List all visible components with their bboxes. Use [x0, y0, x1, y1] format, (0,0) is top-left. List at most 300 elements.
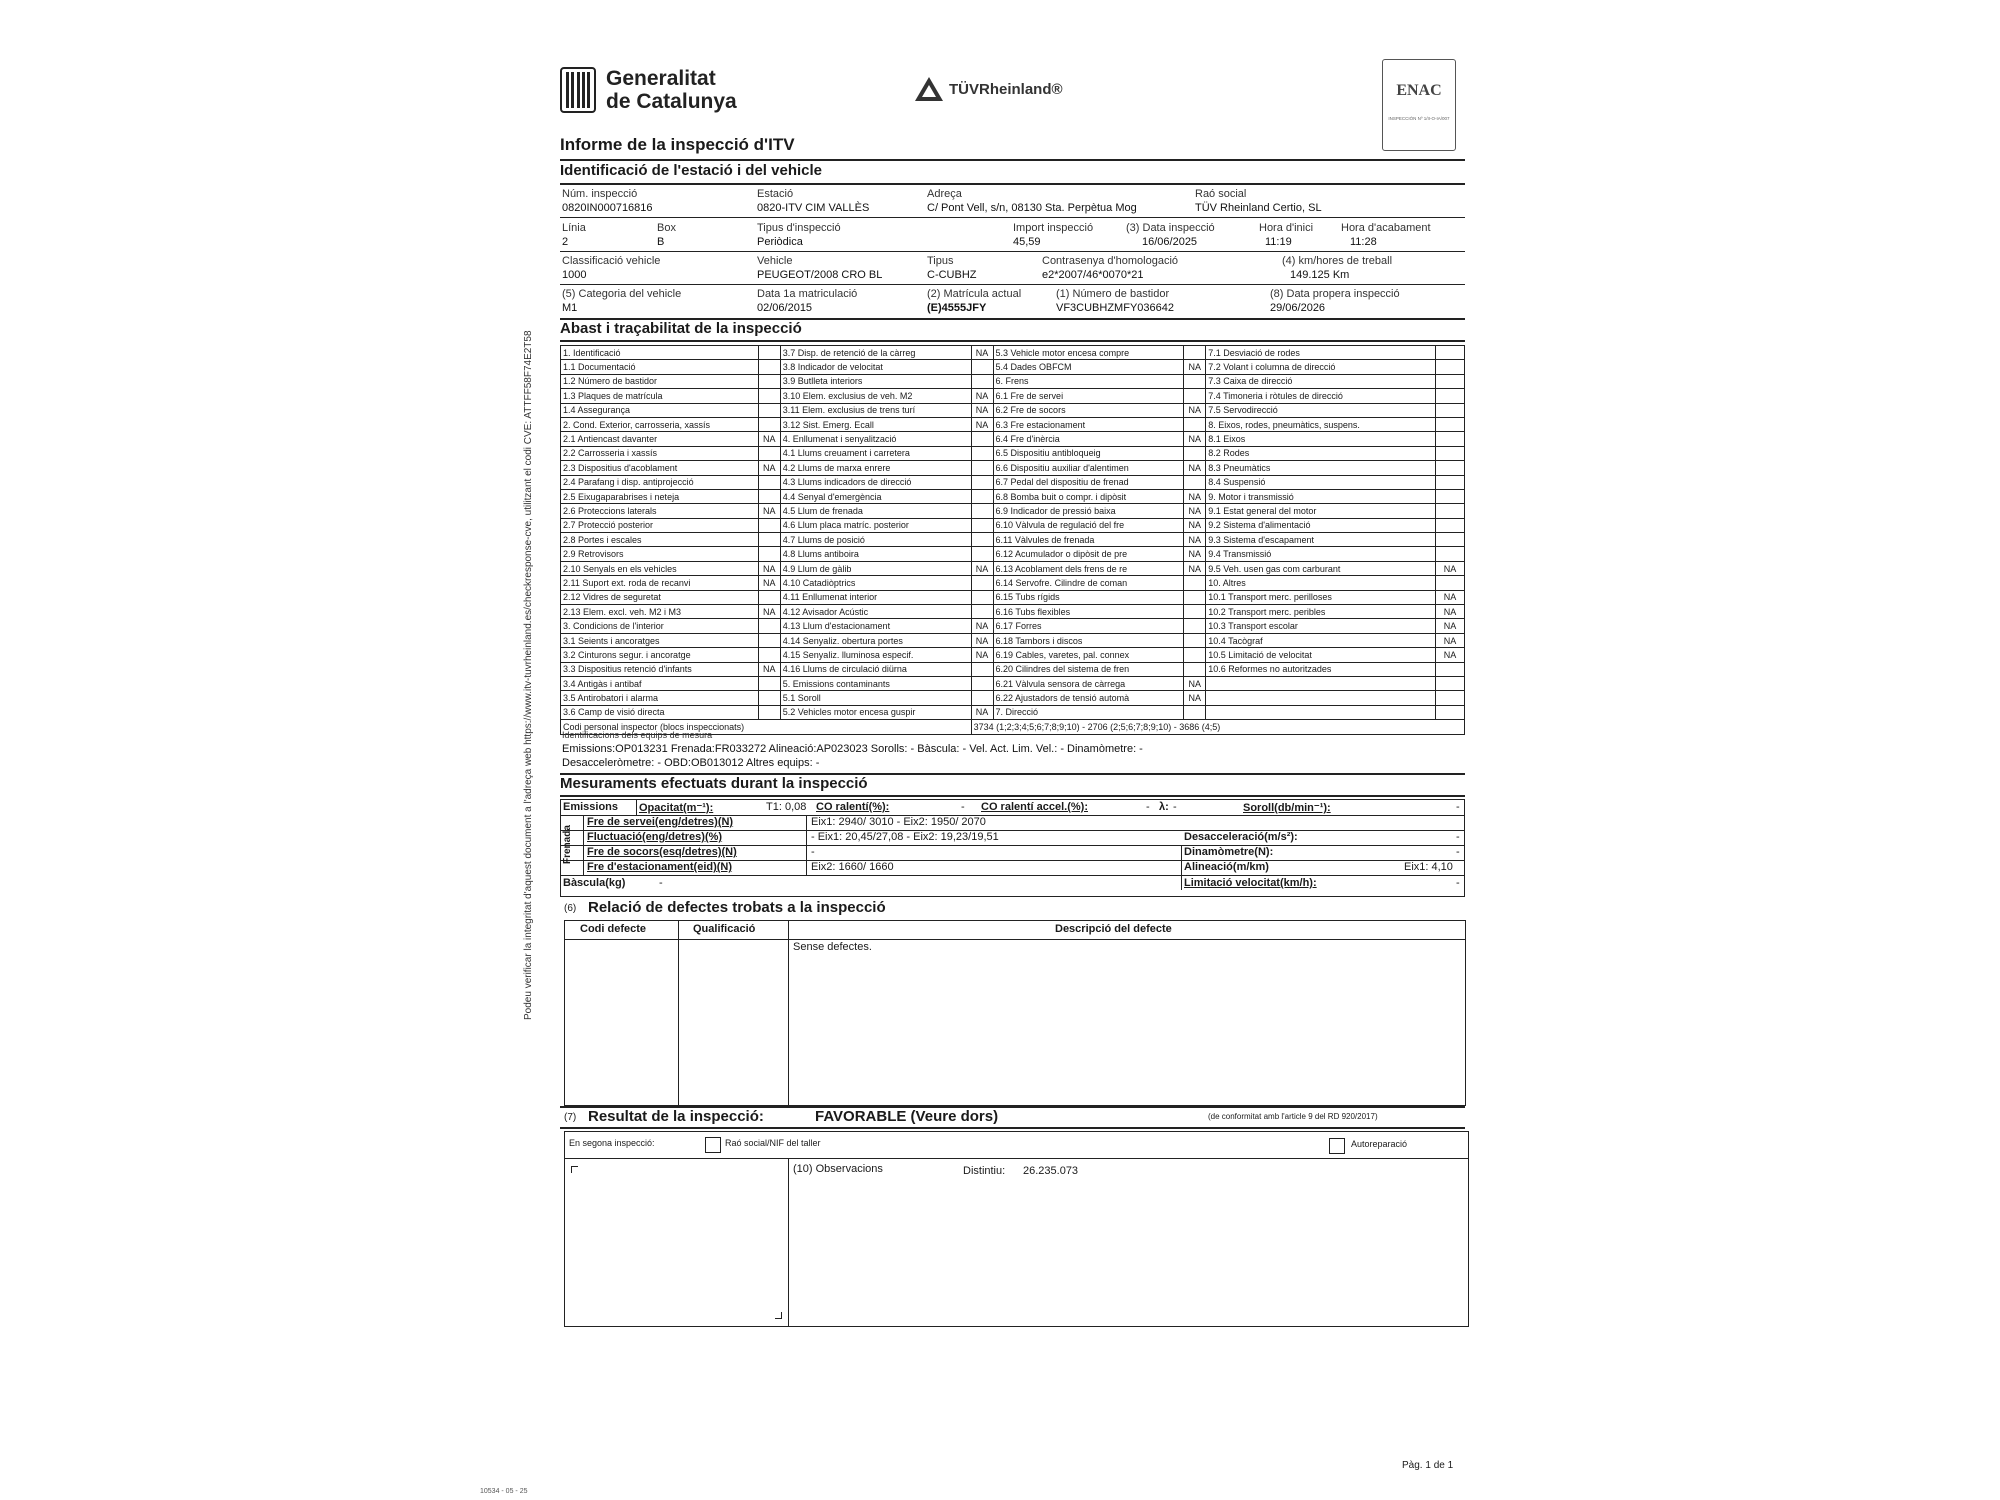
abast-row	[561, 417, 1465, 431]
rao-social-taller-label: Raó social/NIF del taller	[725, 1138, 821, 1148]
mesuraments-section-title: Mesuraments efectuats durant la inspecció	[560, 775, 868, 792]
abast-row	[561, 518, 1465, 532]
abast-row	[561, 676, 1465, 690]
abast-item: 10.3 Transport escolar	[1206, 619, 1436, 633]
box-value: B	[657, 236, 665, 248]
abast-item: 3.3 Dispositius retenció d'infants	[561, 662, 759, 676]
abast-item: 7.2 Volant i columna de direcció	[1206, 360, 1436, 374]
abast-status	[1435, 417, 1464, 431]
abast-item: 4.12 Avisador Acústic	[780, 605, 971, 619]
distintiu-value: 26.235.073	[1023, 1165, 1079, 1177]
abast-status	[758, 648, 780, 662]
abast-row	[561, 475, 1465, 489]
abast-status	[1184, 374, 1206, 388]
abast-status	[1184, 475, 1206, 489]
abast-status	[971, 489, 993, 503]
abast-row	[561, 403, 1465, 417]
abast-item: 6.21 Vàlvula sensora de càrrega	[993, 676, 1184, 690]
abast-status: NA	[971, 346, 993, 360]
defectes-section-title: Relació de defectes trobats a la inspecció	[588, 899, 886, 916]
abast-status: NA	[758, 576, 780, 590]
abast-item: 9. Motor i transmissió	[1206, 489, 1436, 503]
abast-status	[1435, 518, 1464, 532]
abast-status	[758, 417, 780, 431]
abast-item: 4.2 Llums de marxa enrere	[780, 461, 971, 475]
desacceleracio-label: Desacceleració(m/s²):	[1184, 831, 1298, 843]
abast-item: 6.4 Fre d'inèrcia	[993, 432, 1184, 446]
abast-status	[1435, 432, 1464, 446]
abast-status: NA	[1435, 619, 1464, 633]
abast-item: 1. Identificació	[561, 346, 759, 360]
abast-row	[561, 705, 1465, 719]
abast-status	[1184, 648, 1206, 662]
abast-item: 2.2 Carrosseria i xassís	[561, 446, 759, 460]
abast-item: 6.16 Tubs flexibles	[993, 605, 1184, 619]
abast-item: 10.1 Transport merc. perilloses	[1206, 590, 1436, 604]
abast-item: 3.9 Butlleta interiors	[780, 374, 971, 388]
fre-servei-value: Eix1: 2940/ 3010 - Eix2: 1950/ 2070	[811, 816, 986, 828]
categoria-label: (5) Categoria del vehicle	[562, 288, 682, 300]
abast-status	[1435, 489, 1464, 503]
inspector-label: Codi personal inspector (blocs inspeccionats)	[561, 720, 972, 734]
hora-inici-label: Hora d'inici	[1259, 222, 1314, 234]
abast-status	[1435, 360, 1464, 374]
abast-item: 10.4 Tacògraf	[1206, 633, 1436, 647]
segona-inspeccio-box	[564, 1131, 1469, 1327]
limitacio-label: Limitació velocitat(km/h):	[1184, 877, 1317, 889]
abast-item: 3.2 Cinturons segur. i ancoratge	[561, 648, 759, 662]
abast-status: NA	[1184, 547, 1206, 561]
km-value: 149.125 Km	[1290, 269, 1350, 281]
abast-item: 6.18 Tambors i discos	[993, 633, 1184, 647]
abast-item	[1206, 676, 1436, 690]
abast-row	[561, 691, 1465, 705]
matricula-value: (E)4555JFY	[927, 302, 987, 314]
abast-item: 1.1 Documentació	[561, 360, 759, 374]
abast-status	[1184, 662, 1206, 676]
ident-section-title: Identificació de l'estació i del vehicle	[560, 162, 822, 179]
abast-status	[971, 475, 993, 489]
document-title: Informe de la inspecció d'ITV	[560, 135, 795, 154]
bascula-value: -	[659, 877, 663, 889]
matricula-label: (2) Matrícula actual	[927, 288, 1022, 300]
vehicle-value: PEUGEOT/2008 CRO BL	[757, 269, 883, 281]
abast-status: NA	[971, 648, 993, 662]
abast-status: NA	[1184, 691, 1206, 705]
abast-item: 6.1 Fre de servei	[993, 389, 1184, 403]
abast-item: 1.2 Número de bastidor	[561, 374, 759, 388]
linia-label: Línia	[562, 222, 586, 234]
abast-item: 6.8 Bomba buit o compr. i dipòsit	[993, 489, 1184, 503]
contrasenya-value: e2*2007/46*0070*21	[1042, 269, 1144, 281]
abast-item: 5.4 Dades OBFCM	[993, 360, 1184, 374]
limitacio-value: -	[1456, 877, 1460, 889]
abast-status	[971, 533, 993, 547]
abast-status	[1184, 346, 1206, 360]
abast-status	[971, 374, 993, 388]
hora-acabament-label: Hora d'acabament	[1341, 222, 1431, 234]
abast-status: NA	[758, 662, 780, 676]
abast-status	[1435, 389, 1464, 403]
dinamometre-value: -	[1456, 846, 1460, 858]
organization-name: Generalitat de Catalunya	[606, 67, 737, 113]
abast-status	[1435, 374, 1464, 388]
abast-status	[758, 475, 780, 489]
hora-inici-value: 11:19	[1265, 236, 1292, 248]
abast-item: 7.5 Servodirecció	[1206, 403, 1436, 417]
inspector-value: 3734 (1;2;3;4;5;6;7;8;9;10) - 2706 (2;5;6;7;8;9;10) - 3686 (4;5)	[971, 720, 1464, 734]
opacitat-value: T1: 0,08	[766, 801, 807, 813]
fluctuacio-label: Fluctuació(eng/detres)(%)	[587, 831, 723, 843]
abast-status	[971, 360, 993, 374]
mesuraments-box	[560, 799, 1465, 897]
resultat-label: Resultat de la inspecció:	[588, 1108, 764, 1125]
rao-social-label: Raó social	[1195, 188, 1247, 200]
abast-status: NA	[1184, 561, 1206, 575]
abast-item: 3.10 Elem. exclusius de veh. M2	[780, 389, 971, 403]
abast-status	[971, 432, 993, 446]
abast-item: 2.3 Dispositius d'acoblament	[561, 461, 759, 475]
abast-item: 10.6 Reformes no autoritzades	[1206, 662, 1436, 676]
observacions-label: (10) Observacions	[793, 1163, 883, 1175]
import-label: Import inspecció	[1013, 222, 1094, 234]
abast-item: 3.4 Antigàs i antibaf	[561, 676, 759, 690]
abast-item: 4.15 Senyaliz. lluminosa especif.	[780, 648, 971, 662]
resultat-section-num: (7)	[564, 1112, 577, 1123]
abast-item: 4.14 Senyaliz. obertura portes	[780, 633, 971, 647]
dinamometre-label: Dinamòmetre(N):	[1184, 846, 1274, 858]
abast-item: 2.4 Parafang i disp. antiprojecció	[561, 475, 759, 489]
abast-item: 8.4 Suspensió	[1206, 475, 1436, 489]
abast-status: NA	[971, 619, 993, 633]
abast-row	[561, 662, 1465, 676]
abast-item: 4.16 Llums de circulació diürna	[780, 662, 971, 676]
abast-item: 2.5 Eixugaparabrises i neteja	[561, 489, 759, 503]
col-qualificacio: Qualificació	[693, 923, 756, 935]
abast-item: 6.17 Forres	[993, 619, 1184, 633]
abast-item: 4.3 Llums indicadors de direcció	[780, 475, 971, 489]
abast-row	[561, 346, 1465, 360]
abast-row	[561, 547, 1465, 561]
adreca-label: Adreça	[927, 188, 962, 200]
abast-status	[1435, 504, 1464, 518]
abast-status: NA	[758, 561, 780, 575]
abast-item: 9.5 Veh. usen gas com carburant	[1206, 561, 1436, 575]
distintiu-label: Distintiu:	[963, 1165, 1006, 1177]
abast-item: 4.11 Enllumenat interior	[780, 590, 971, 604]
abast-status	[1184, 705, 1206, 719]
abast-item: 7. Direcció	[993, 705, 1184, 719]
abast-status	[1184, 590, 1206, 604]
abast-status	[971, 676, 993, 690]
abast-item: 3.11 Elem. exclusius de trens turí	[780, 403, 971, 417]
abast-status	[1435, 691, 1464, 705]
abast-status: NA	[1184, 360, 1206, 374]
abast-status	[1184, 619, 1206, 633]
abast-status: NA	[971, 561, 993, 575]
rao-social-value: TÜV Rheinland Certio, SL	[1195, 202, 1322, 214]
abast-status: NA	[1435, 590, 1464, 604]
abast-item	[1206, 705, 1436, 719]
abast-item: 8.3 Pneumàtics	[1206, 461, 1436, 475]
co-accel-value: -	[1146, 801, 1150, 813]
abast-item: 5. Emissions contaminants	[780, 676, 971, 690]
km-label: (4) km/hores de treball	[1282, 255, 1393, 267]
co-ralenti-value: -	[961, 801, 965, 813]
segona-inspeccio-label: En segona inspecció:	[569, 1138, 655, 1148]
abast-item: 10. Altres	[1206, 576, 1436, 590]
abast-status	[1435, 676, 1464, 690]
abast-status: NA	[1435, 633, 1464, 647]
abast-item: 6. Frens	[993, 374, 1184, 388]
abast-item: 4.7 Llums de posició	[780, 533, 971, 547]
fluctuacio-value: - Eix1: 20,45/27,08 - Eix2: 19,23/19,51	[811, 831, 999, 843]
abast-item: 9.1 Estat general del motor	[1206, 504, 1436, 518]
abast-status: NA	[971, 633, 993, 647]
abast-item: 6.10 Vàlvula de regulació del fre	[993, 518, 1184, 532]
abast-item: 4.10 Catadiòptrics	[780, 576, 971, 590]
abast-item: 6.19 Cables, varetes, pal. connex	[993, 648, 1184, 662]
co-accel-label: CO ralentí accel.(%):	[981, 801, 1088, 813]
abast-item: 3.12 Sist. Emerg. Ecall	[780, 417, 971, 431]
abast-status	[1184, 605, 1206, 619]
abast-status: NA	[971, 389, 993, 403]
abast-item: 3.7 Disp. de retenció de la càrreg	[780, 346, 971, 360]
abast-item: 4.8 Llums antiboira	[780, 547, 971, 561]
abast-item: 10.5 Limitació de velocitat	[1206, 648, 1436, 662]
abast-status	[758, 346, 780, 360]
abast-item: 5.2 Vehicles motor encesa guspir	[780, 705, 971, 719]
abast-status	[1435, 662, 1464, 676]
autoreparacio-checkbox[interactable]	[1329, 1138, 1345, 1154]
fre-estacionament-value: Eix2: 1660/ 1660	[811, 861, 894, 873]
abast-item: 5.1 Soroll	[780, 691, 971, 705]
num-inspeccio-value: 0820IN000716816	[562, 202, 653, 214]
data-inspeccio-value: 16/06/2025	[1142, 236, 1198, 248]
generalitat-logo-icon	[560, 67, 596, 113]
num-inspeccio-label: Núm. inspecció	[562, 188, 638, 200]
form-code: 10534 - 05 - 25	[480, 1488, 528, 1495]
soroll-value: -	[1456, 801, 1460, 813]
abast-status	[971, 576, 993, 590]
autoreparacio-label: Autoreparació	[1351, 1139, 1408, 1149]
abast-item: 6.11 Vàlvules de frenada	[993, 533, 1184, 547]
abast-status: NA	[1435, 648, 1464, 662]
abast-row	[561, 489, 1465, 503]
abast-status	[1435, 346, 1464, 360]
abast-item: 2.12 Vidres de seguretat	[561, 590, 759, 604]
abast-item: 4.1 Llums creuament i carretera	[780, 446, 971, 460]
abast-status: NA	[1184, 489, 1206, 503]
verification-note: Podeu verificar la integritat d'aquest document a l'adreça web https://www.itv-tuvrheinland.es/checkresponse-cve, utilitzant el codi CVE: ATTFF58F74E2T58	[523, 330, 534, 1020]
col-descripcio: Descripció del defecte	[1055, 923, 1172, 935]
abast-status: NA	[1184, 432, 1206, 446]
estacio-value: 0820-ITV CIM VALLÈS	[757, 202, 870, 214]
abast-section-title: Abast i traçabilitat de la inspecció	[560, 320, 802, 337]
lambda-label: λ:	[1159, 801, 1169, 813]
abast-item: 6.22 Ajustadors de tensió automà	[993, 691, 1184, 705]
rao-social-taller-checkbox[interactable]	[705, 1137, 721, 1153]
abast-status: NA	[1184, 676, 1206, 690]
abast-status: NA	[758, 605, 780, 619]
abast-row	[561, 633, 1465, 647]
abast-status: NA	[971, 705, 993, 719]
abast-status	[971, 662, 993, 676]
abast-item: 9.3 Sistema d'escapament	[1206, 533, 1436, 547]
abast-status: NA	[1184, 461, 1206, 475]
abast-item: 8.2 Rodes	[1206, 446, 1436, 460]
abast-status	[758, 389, 780, 403]
fre-socors-value: -	[811, 846, 815, 858]
abast-item: 1.4 Assegurança	[561, 403, 759, 417]
abast-item	[1206, 691, 1436, 705]
tipus-label: Tipus	[927, 255, 954, 267]
abast-item: 5.3 Vehicle motor encesa compre	[993, 346, 1184, 360]
abast-status: NA	[1184, 403, 1206, 417]
inspection-report-page	[560, 55, 1465, 1485]
classificacio-value: 1000	[562, 269, 587, 281]
abast-item: 1.3 Plaques de matrícula	[561, 389, 759, 403]
vehicle-label: Vehicle	[757, 255, 793, 267]
abast-row	[561, 605, 1465, 619]
abast-status	[1435, 446, 1464, 460]
abast-status: NA	[1184, 533, 1206, 547]
abast-status	[758, 533, 780, 547]
abast-status	[1435, 705, 1464, 719]
emissions-label: Emissions	[563, 801, 619, 813]
abast-row	[561, 576, 1465, 590]
abast-status	[971, 518, 993, 532]
abast-row	[561, 619, 1465, 633]
abast-item: 4. Enllumenat i senyalització	[780, 432, 971, 446]
abast-item: 3.1 Seients i ancoratges	[561, 633, 759, 647]
abast-item: 4.13 Llum d'estacionament	[780, 619, 971, 633]
abast-status	[971, 446, 993, 460]
abast-status: NA	[1184, 504, 1206, 518]
resultat-note: (de conformitat amb l'article 9 del RD 920/2017)	[1208, 1112, 1378, 1121]
abast-status: NA	[1435, 561, 1464, 575]
soroll-label: Soroll(db/min⁻¹):	[1243, 802, 1331, 814]
abast-row	[561, 590, 1465, 604]
abast-item: 4.5 Llum de frenada	[780, 504, 971, 518]
data-inspeccio-label: (3) Data inspecció	[1126, 222, 1215, 234]
lambda-value: -	[1173, 801, 1177, 813]
page-number: Pàg. 1 de 1	[1402, 1460, 1454, 1471]
abast-item: 9.2 Sistema d'alimentació	[1206, 518, 1436, 532]
abast-status	[1435, 533, 1464, 547]
abast-status	[1435, 461, 1464, 475]
tipus-inspeccio-label: Tipus d'inspecció	[757, 222, 841, 234]
abast-item: 2.13 Elem. excl. veh. M2 i M3	[561, 605, 759, 619]
abast-row	[561, 374, 1465, 388]
abast-status	[1435, 475, 1464, 489]
fre-servei-label: Fre de servei(eng/detres)(N)	[587, 816, 734, 828]
data-matriculacio-label: Data 1a matriculació	[757, 288, 858, 300]
abast-status	[971, 504, 993, 518]
abast-row	[561, 461, 1465, 475]
categoria-value: M1	[562, 302, 578, 314]
defecte-descripcio-value: Sense defectes.	[793, 941, 872, 953]
abast-status	[971, 605, 993, 619]
equips-line1: Emissions:OP013231 Frenada:FR033272 Alineació:AP023023 Sorolls: - Bàscula: - Vel. Act. Lim. Vel.: - Dinamòmetre: -	[562, 743, 1143, 755]
linia-value: 2	[562, 236, 569, 248]
abast-status: NA	[758, 432, 780, 446]
abast-status: NA	[1184, 518, 1206, 532]
col-codi-defecte: Codi defecte	[580, 923, 647, 935]
abast-item: 2.6 Proteccions laterals	[561, 504, 759, 518]
alineacio-label: Alineació(m/km)	[1184, 861, 1269, 873]
propera-inspeccio-label: (8) Data propera inspecció	[1270, 288, 1400, 300]
data-matriculacio-value: 02/06/2015	[757, 302, 813, 314]
abast-item: 6.5 Dispositiu antibloqueig	[993, 446, 1184, 460]
abast-status	[971, 547, 993, 561]
fre-estacionament-label: Fre d'estacionament(eid)(N)	[587, 861, 733, 873]
abast-item: 6.7 Pedal del dispositiu de frenad	[993, 475, 1184, 489]
abast-item: 6.20 Cilindres del sistema de fren	[993, 662, 1184, 676]
abast-status: NA	[971, 403, 993, 417]
abast-row	[561, 360, 1465, 374]
abast-status	[1184, 389, 1206, 403]
bastidor-label: (1) Número de bastidor	[1056, 288, 1170, 300]
hora-acabament-value: 11:28	[1350, 236, 1377, 248]
abast-item: 9.4 Transmissió	[1206, 547, 1436, 561]
abast-item: 8.1 Eixos	[1206, 432, 1436, 446]
abast-item: 6.9 Indicador de pressió baixa	[993, 504, 1184, 518]
abast-status	[1435, 547, 1464, 561]
abast-status: NA	[758, 504, 780, 518]
abast-item: 3.5 Antirobatori i alarma	[561, 691, 759, 705]
abast-item: 10.2 Transport merc. peribles	[1206, 605, 1436, 619]
abast-item: 6.2 Fre de socors	[993, 403, 1184, 417]
abast-item: 6.6 Dispositiu auxiliar d'alentimen	[993, 461, 1184, 475]
abast-item: 2.10 Senyals en els vehicles	[561, 561, 759, 575]
propera-inspeccio-value: 29/06/2026	[1270, 302, 1326, 314]
box-label: Box	[657, 222, 676, 234]
abast-status	[758, 633, 780, 647]
abast-status	[1184, 446, 1206, 460]
abast-item: 2.9 Retrovisors	[561, 547, 759, 561]
tuv-triangle-icon	[915, 77, 943, 101]
abast-row	[561, 533, 1465, 547]
abast-status	[1184, 633, 1206, 647]
abast-status	[758, 676, 780, 690]
abast-status	[971, 590, 993, 604]
abast-status	[1435, 403, 1464, 417]
abast-status	[758, 547, 780, 561]
abast-item: 3. Condicions de l'interior	[561, 619, 759, 633]
abast-status	[758, 705, 780, 719]
abast-status	[758, 590, 780, 604]
abast-status	[758, 489, 780, 503]
abast-status	[971, 691, 993, 705]
abast-item: 2.11 Suport ext. roda de recanvi	[561, 576, 759, 590]
frenada-label: Frenada	[562, 825, 573, 864]
abast-row	[561, 648, 1465, 662]
co-ralenti-label: CO ralentí(%):	[816, 801, 890, 813]
abast-status	[758, 518, 780, 532]
bascula-label: Bàscula(kg)	[563, 877, 626, 889]
adreca-value: C/ Pont Vell, s/n, 08130 Sta. Perpètua Mog	[927, 202, 1137, 214]
contrasenya-label: Contrasenya d'homologació	[1042, 255, 1179, 267]
resultat-value: FAVORABLE (Veure dors)	[815, 1108, 999, 1125]
abast-item: 6.14 Servofre. Cilindre de coman	[993, 576, 1184, 590]
abast-row	[561, 561, 1465, 575]
equips-line2: Desacceleròmetre: - OBD:OB013012 Altres equips: -	[562, 757, 820, 769]
abast-item: 4.4 Senyal d'emergència	[780, 489, 971, 503]
abast-status: NA	[971, 417, 993, 431]
tipus-value: C-CUBHZ	[927, 269, 977, 281]
defectes-table	[564, 920, 1466, 1106]
